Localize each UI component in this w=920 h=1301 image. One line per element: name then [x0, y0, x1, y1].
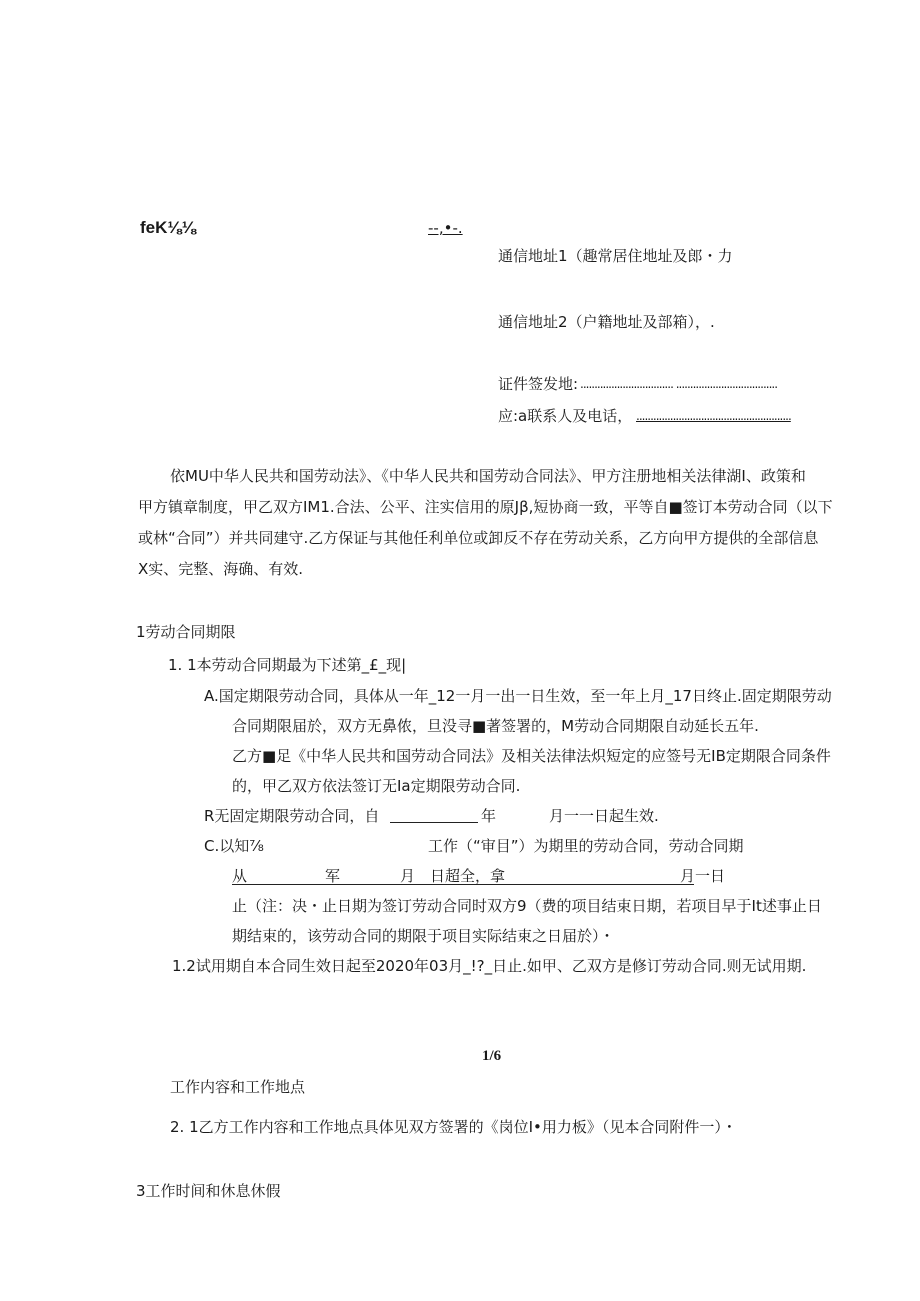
- header-code: feK⅛⅛: [140, 218, 196, 237]
- option-b-year-blank: [390, 822, 478, 823]
- option-c-prefix: C.以知⅞: [204, 837, 264, 855]
- option-c-note-2: 期结束的，该劳动合同的期限于项目实际结束之日届於）・: [232, 927, 615, 945]
- address1-line: 通信地址1（趣常居住地址及郎・力: [498, 247, 733, 265]
- option-a-line-1: A.国定期限劳动合同，具体从一年_12一月一出一日生效，至一年上月_17日终止.固定期限劳动: [204, 687, 832, 705]
- clause-2-1: 2. 1乙方工作内容和工作地点具体见双方签署的《岗位I•用力板》（见本合同附件一）・: [170, 1118, 737, 1136]
- option-c-middle: 工作（“审目”）为期里的劳动合同，劳动合同期: [428, 837, 744, 855]
- section1-heading: 1劳动合同期限: [136, 623, 236, 641]
- preamble-line-1: 依MU中华人民共和国劳动法》、《中华人民共和国劳动合同法》、甲方注册地相关法律湖I、政策和: [170, 467, 806, 485]
- section3-heading: 3工作时间和休息休假: [136, 1182, 281, 1200]
- id-issue-place-label: 证件签发地:: [498, 375, 579, 393]
- option-b-month-suffix: 月一一日起生效.: [549, 807, 659, 825]
- id-issue-place-blank: ................................. ....................................: [580, 377, 778, 391]
- option-a-line-4: 的，甲乙双方依法签订无Ia定期限劳动合同.: [232, 777, 521, 795]
- clause-1-1: 1. 1本劳动合同期最为下述第_£_现|: [168, 656, 407, 674]
- option-c-from: 从: [232, 867, 248, 885]
- option-a-line-2: 合同期限届於，双方无鼻侬，旦没寻■著签署的，M劳动合同期限自动延长五年.: [232, 717, 759, 735]
- page-number: 1/6: [482, 1048, 502, 1064]
- emergency-contact-label: 应:a联系人及电话，: [498, 407, 633, 425]
- option-c-army: 军: [325, 867, 341, 885]
- option-b-year-label: 年: [481, 807, 497, 825]
- clause-1-2: 1.2试用期自本合同生效日起至2020年03月_!?_日止.如甲、乙双方是修订劳动合同.则无试用期.: [172, 957, 807, 975]
- option-c-note-1: 止（注：决・止日期为签订劳动合同时双方9（费的项目结束日期，若项目早于It述事止日: [232, 897, 822, 915]
- preamble-line-2: 甲方镇章制度，甲乙双方IM1.合法、公平、注实信用的原Jβ,短协商一致，平等自■签订本劳动合同（以下: [138, 498, 833, 516]
- option-a-line-3: 乙方■足《中华人民共和国劳动合同法》及相关法律法炽短定的应签号无IB定期限合同条件: [232, 747, 831, 765]
- option-c-day-text: 日超全，拿: [430, 867, 506, 885]
- emergency-contact-blank: .......................................................: [636, 409, 791, 423]
- option-c-month1: 月: [400, 867, 416, 885]
- preamble-line-4: X实、完整、海确、有效.: [138, 560, 304, 578]
- preamble-line-3: 或林“合同”）并共同建守.乙方保证与其他任利单位或卸反不存在劳动关系，乙方向甲方提供的全部信息: [138, 529, 819, 547]
- section2-heading: 工作内容和工作地点: [170, 1078, 306, 1096]
- header-mark: --,•-.: [428, 219, 463, 237]
- option-b-prefix: R无固定期限劳动合同，自: [204, 807, 380, 825]
- option-c-month2: 月一日: [680, 867, 726, 885]
- address2-line: 通信地址2（户籍地址及部箱），.: [498, 313, 715, 331]
